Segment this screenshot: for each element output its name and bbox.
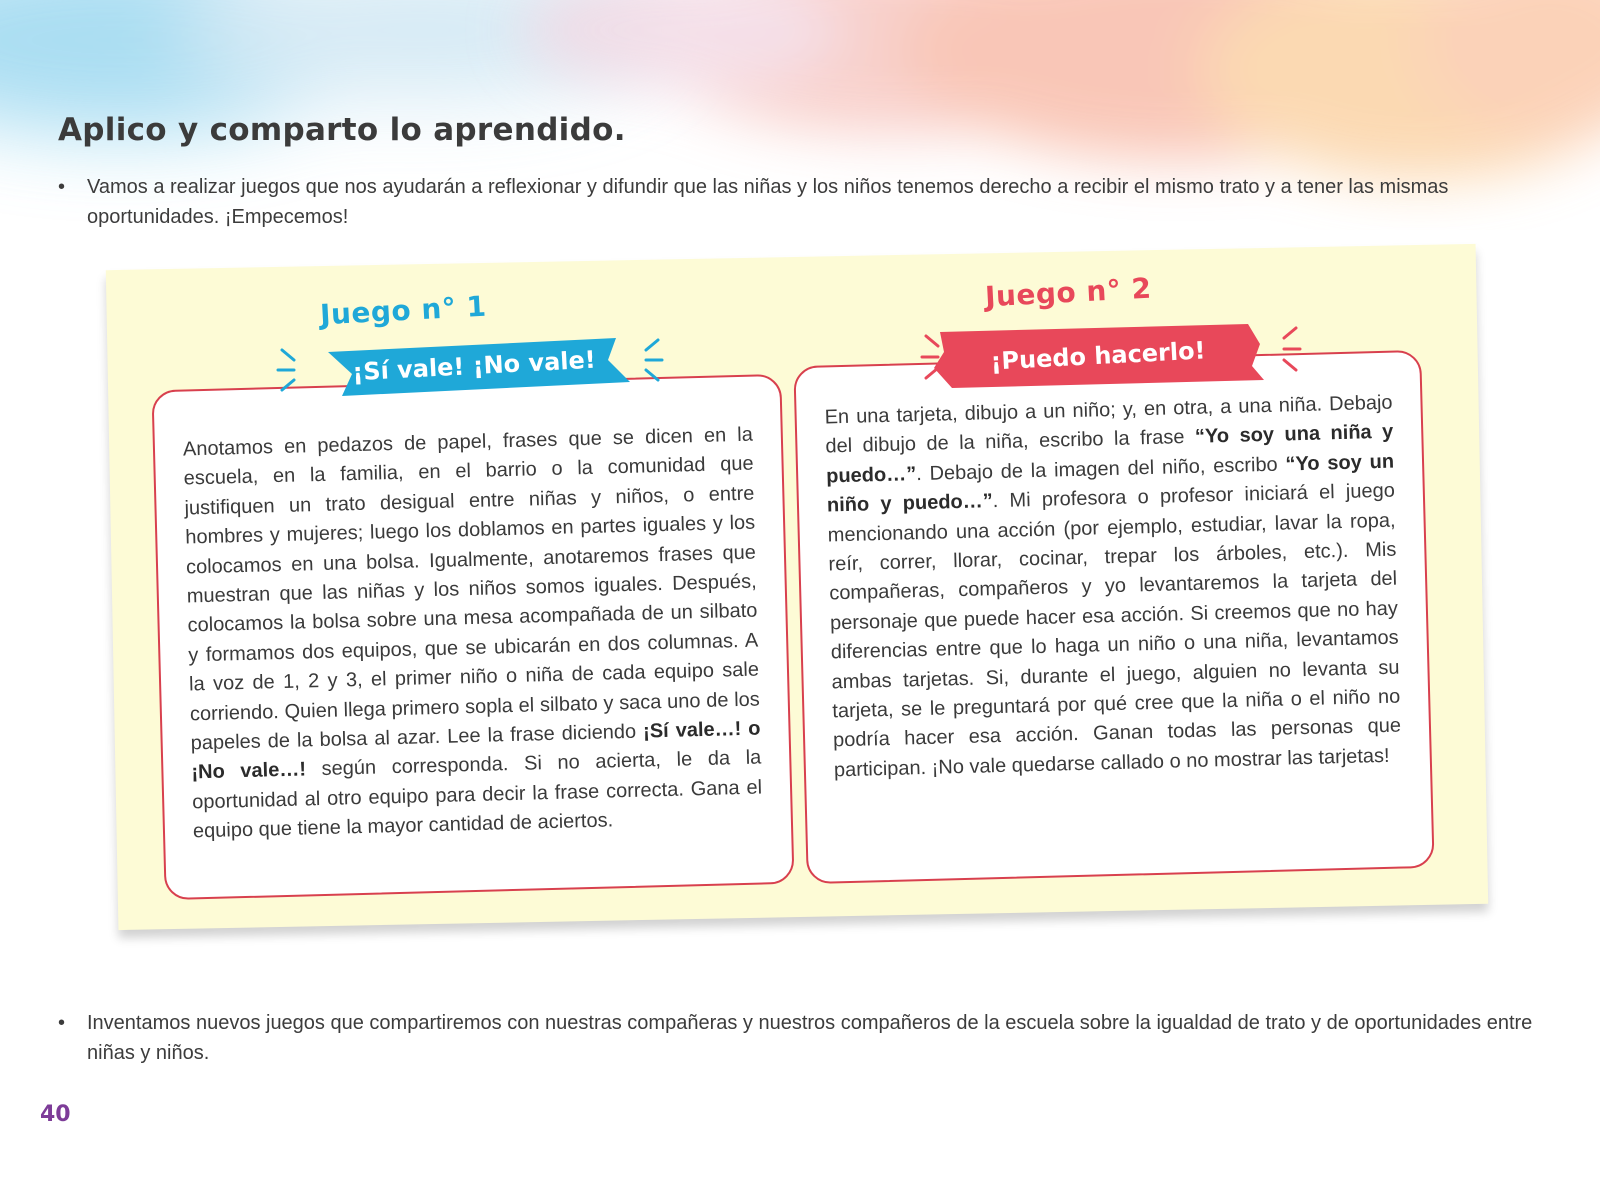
spark-lines-icon bbox=[276, 346, 316, 396]
page-title: Aplico y comparto lo aprendido. bbox=[58, 112, 626, 148]
page-number: 40 bbox=[40, 1102, 71, 1127]
game-2-bold-phrase-boy: “Yo soy un niño y puedo…” bbox=[826, 450, 1395, 517]
game-1-description bbox=[183, 421, 764, 847]
bullet-marker: • bbox=[58, 176, 66, 198]
game-2-ribbon bbox=[930, 322, 1266, 390]
game-1-card bbox=[151, 374, 794, 900]
intro-bullet bbox=[58, 172, 1528, 234]
game-2-bold-phrase-girl: “Yo soy una niña y puedo…” bbox=[825, 421, 1394, 488]
game-1-bold-phrase: ¡Sí vale…! o ¡No vale…! bbox=[191, 717, 761, 784]
game-2-card bbox=[793, 350, 1434, 884]
game-2-label: Juego n° 2 bbox=[984, 271, 1153, 314]
game-2-text-middle: . Debajo de la imagen del niño, escribo bbox=[915, 453, 1286, 485]
spark-lines-icon bbox=[624, 336, 664, 386]
spark-lines-icon bbox=[1262, 322, 1302, 376]
game-1-text-end: según corresponda. Si no acierta, le da la oportunidad al otro equipo para decir la frase correcta. Gana el equipo que tiene la mayor cantidad de aciertos. bbox=[191, 746, 763, 843]
closing-bullet-text: Inventamos nuevos juegos que compartiremos con nuestras compañeras y nuestros compañeros de la escuela sobre la igualdad de trato y de oportunidades entre niñas y niños. bbox=[87, 1012, 1533, 1064]
bullet-marker: • bbox=[58, 1012, 66, 1034]
game-1-name: ¡Sí vale! ¡No vale! bbox=[351, 345, 597, 387]
game-1-text: Anotamos en pedazos de papel, frases que se dicen en la escuela, en la familia, en el barrio o la comunidad que justifiquen un trato desigual entre niñas y niños, o entre hombres y mujeres; luego los doblamos en partes iguales y los colocamos en una bolsa. Igualmente, anotaremos frases que muestran que las niñas y los niños somos iguales. Después, colocamos la bolsa sobre una mesa acompañada de un silbato y formamos dos equipos, que se ubicarán en dos columnas. A la voz de 1, 2 y 3, el primer niño o niña de cada equipo sale corriendo. Quien llega primero sopla el silbato y saca uno de los papeles de la bolsa al azar. Lee la frase diciendo bbox=[182, 423, 761, 755]
spark-lines-icon bbox=[920, 330, 960, 384]
game-2-name: ¡Puedo hacerlo! bbox=[989, 336, 1207, 376]
game-2-text: En una tarjeta, dibujo a un niño; y, en otra, a una niña. Debajo del dibujo de la niña, escribo la frase bbox=[824, 391, 1393, 458]
intro-bullet-text: Vamos a realizar juegos que nos ayudarán a reflexionar y difundir que las niñas y los niños tenemos derecho a recibir el mismo trato y a tener las mismas oportunidades. ¡Empecemos! bbox=[87, 176, 1449, 228]
game-1-label: Juego n° 1 bbox=[319, 289, 488, 332]
game-2-text-end: . Mi profesora o profesor iniciará el juego mencionando una acción (por ejemplo, estudiar, lavar la ropa, reír, correr, llorar, cocinar, trepar los árboles, etc.). Mis compañeras, compañeros y yo levantaremos la tarjeta del personaje que puede hacer esa acción. Si creemos que no hay diferencias entre que lo haga un niño o una niña, levantamos ambas tarjetas. Si, durante el juego, alguien no levanta su tarjeta, se le preguntará por qué cree que la niña o el niño no podría hacer esa acción. Ganan todas las personas que participan. ¡No vale quedarse callado o no mostrar las tarjetas! bbox=[827, 479, 1402, 782]
closing-bullet bbox=[58, 1008, 1548, 1070]
game-1-ribbon bbox=[316, 330, 632, 402]
game-2-description bbox=[824, 389, 1402, 786]
